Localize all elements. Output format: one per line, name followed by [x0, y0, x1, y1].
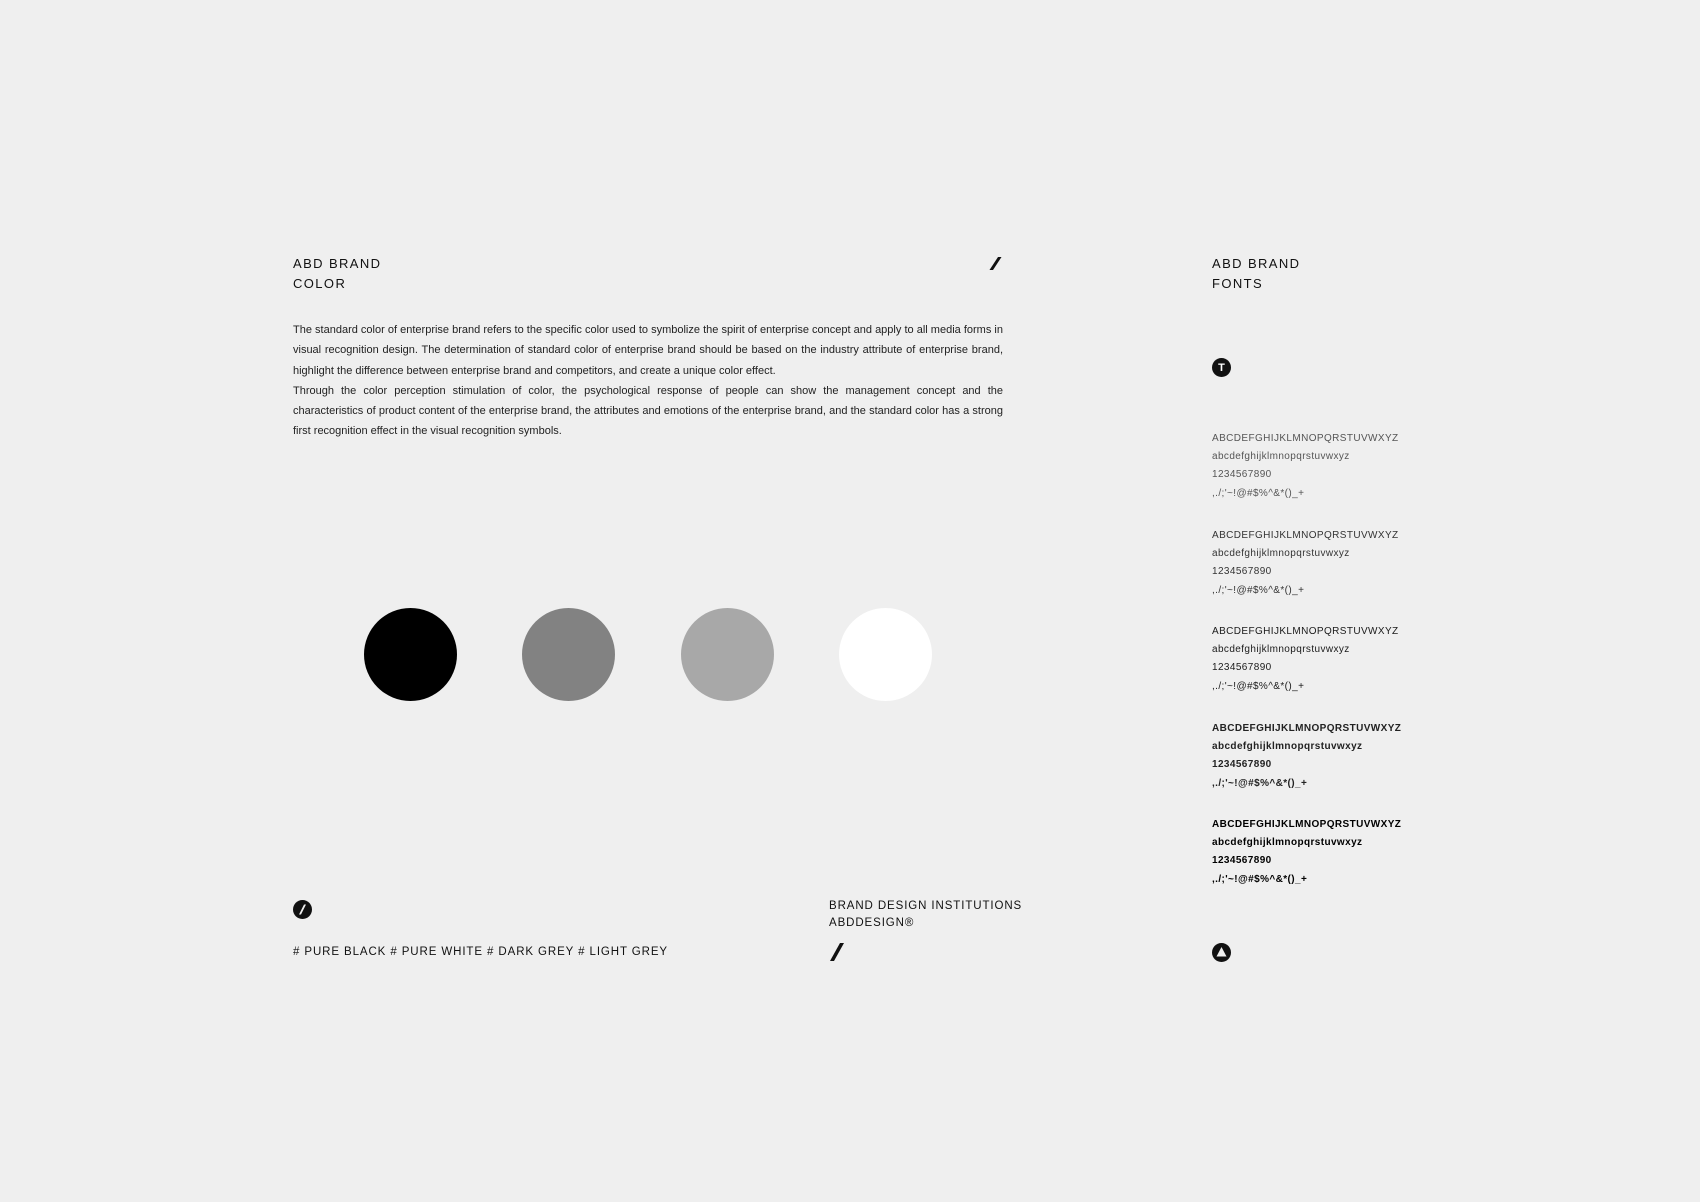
- specimen-uppercase: ABCDEFGHIJKLMNOPQRSTUVWXYZ: [1212, 433, 1399, 444]
- specimen-digits: 1234567890: [1212, 855, 1272, 867]
- swatch-light-grey: [681, 608, 774, 701]
- color-heading-line2: COLOR: [293, 276, 347, 291]
- specimen-digits: 1234567890: [1212, 662, 1272, 674]
- color-description: [293, 320, 1003, 442]
- specimen-digits: 1234567890: [1212, 566, 1272, 578]
- specimen-uppercase: ABCDEFGHIJKLMNOPQRSTUVWXYZ: [1212, 723, 1402, 734]
- specimen-lowercase: abcdefghijklmnopqrstuvwxyz: [1212, 548, 1350, 560]
- specimen-uppercase: ABCDEFGHIJKLMNOPQRSTUVWXYZ: [1212, 819, 1402, 830]
- font-specimen-medium: [1212, 623, 1452, 696]
- fonts-heading-line2: FONTS: [1212, 276, 1264, 291]
- slash-mark-icon: [829, 942, 845, 962]
- color-paragraph-2: Through the color perception stimulation of color, the psychological response of people can show the management concept and the characteristics of product content of the enterprise brand, the attributes and emotions of the enterprise brand, and the standard color has a strong first recognition effect in the visual recognition symbols.: [293, 384, 1003, 438]
- specimen-uppercase: ABCDEFGHIJKLMNOPQRSTUVWXYZ: [1212, 626, 1399, 637]
- fonts-heading: [1212, 254, 1300, 294]
- institution-block: [829, 898, 1022, 932]
- specimen-uppercase: ABCDEFGHIJKLMNOPQRSTUVWXYZ: [1212, 530, 1399, 541]
- specimen-symbols: ,./;'~!@#$%^&*()_+: [1212, 777, 1308, 789]
- institution-name: BRAND DESIGN INSTITUTIONS: [829, 900, 1023, 912]
- font-specimen-regular: [1212, 527, 1452, 600]
- slash-circle-icon: [293, 900, 312, 919]
- specimen-symbols: ,./;'~!@#$%^&*()_+: [1212, 873, 1308, 885]
- slash-mark-icon: [988, 256, 1003, 271]
- fonts-heading-line1: ABD BRAND: [1212, 256, 1301, 271]
- specimen-digits: 1234567890: [1212, 759, 1272, 771]
- t-circle-icon: [1212, 358, 1231, 377]
- color-heading-line1: ABD BRAND: [293, 256, 382, 271]
- swatch-pure-black: [364, 608, 457, 701]
- specimen-lowercase: abcdefghijklmnopqrstuvwxyz: [1212, 451, 1350, 463]
- specimen-symbols: ,./;'~!@#$%^&*()_+: [1212, 680, 1305, 692]
- swatch-pure-white: [839, 608, 932, 701]
- triangle-circle-icon: [1212, 943, 1231, 962]
- specimen-digits: 1234567890: [1212, 469, 1272, 481]
- specimen-lowercase: abcdefghijklmnopqrstuvwxyz: [1212, 741, 1363, 753]
- specimen-lowercase: abcdefghijklmnopqrstuvwxyz: [1212, 837, 1363, 849]
- font-specimen-bold: [1212, 816, 1452, 889]
- specimen-lowercase: abcdefghijklmnopqrstuvwxyz: [1212, 644, 1350, 656]
- t-circle-letter: T: [1218, 361, 1225, 374]
- color-tags: # PURE BLACK # PURE WHITE # DARK GREY # LIGHT GREY: [293, 946, 668, 958]
- swatch-dark-grey: [522, 608, 615, 701]
- color-paragraph-1: The standard color of enterprise brand refers to the specific color used to symbolize the spirit of enterprise concept and apply to all media forms in visual recognition design. The determination of standard color of enterprise brand should be based on the industry attribute of enterprise brand, highlight the difference between enterprise brand and competitors, and create a unique color effect.: [293, 324, 1003, 377]
- institution-brand: ABDDESIGN®: [829, 917, 915, 929]
- font-specimen-light: [1212, 430, 1452, 503]
- specimen-symbols: ,./;'~!@#$%^&*()_+: [1212, 487, 1305, 499]
- font-specimen-semibold: [1212, 720, 1452, 793]
- specimen-symbols: ,./;'~!@#$%^&*()_+: [1212, 584, 1305, 596]
- color-heading: [293, 254, 381, 294]
